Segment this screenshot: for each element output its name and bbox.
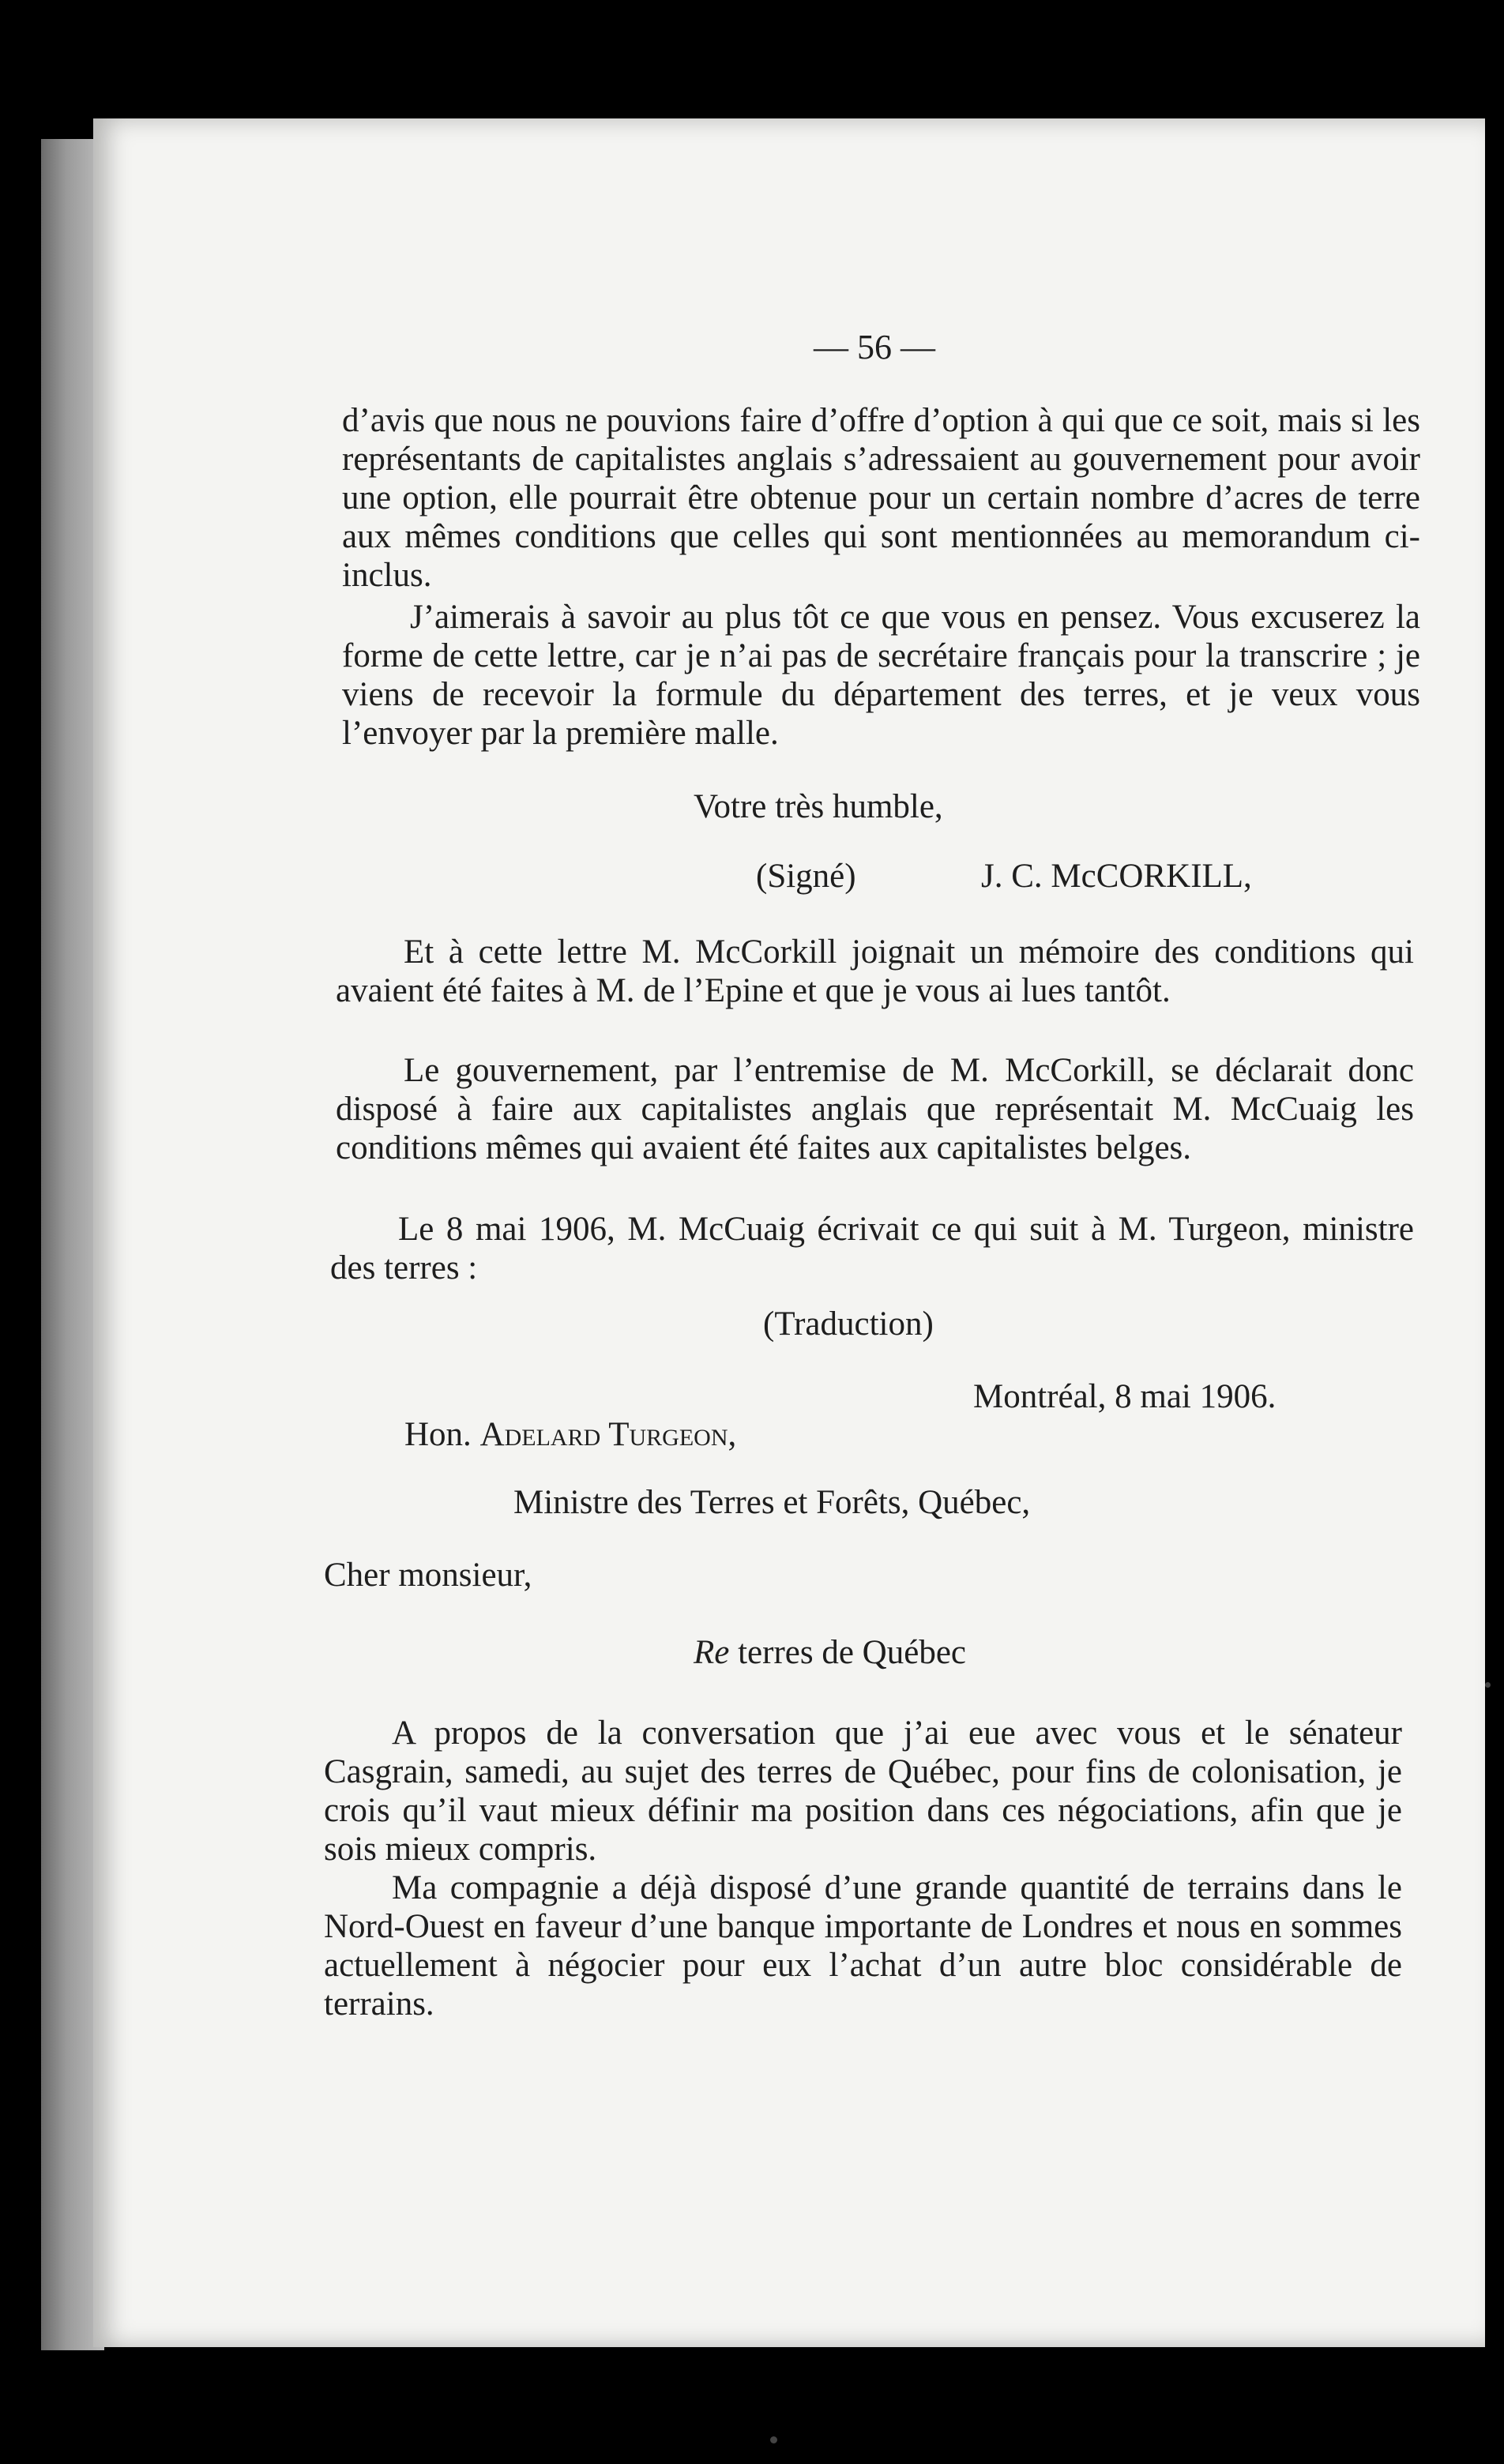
signer-name: J. C. McCORKILL, xyxy=(981,858,1252,895)
letter-salutation: Cher monsieur, xyxy=(324,1557,532,1594)
paragraph-mccuaig-letter: Le 8 mai 1906, M. McCuaig écrivait ce qui suit à M. Turgeon, ministre des terres : xyxy=(330,1211,1414,1286)
addressee-name: Adelard Turgeon, xyxy=(479,1416,737,1453)
paragraph-memoire: Et à cette lettre M. McCorkill joignait un mémoire des conditions qui avaient été faites à M. de l’Epine et que je vous ai lues tantôt. xyxy=(336,933,1414,1009)
page-number: — 56 — xyxy=(814,328,935,366)
signed-label: (Signé) xyxy=(756,858,856,895)
letter-addressee xyxy=(404,1415,736,1454)
addressee-title: Ministre des Terres et Forêts, Québec, xyxy=(513,1484,1031,1521)
re-label: Re xyxy=(694,1634,730,1671)
paragraph-compagnie: Ma compagnie a déjà disposé d’une grande quantité de terrains dans le Nord-Ouest en faveur d’une banque importante de Londres et nous en sommes actuellement à négocier pour eux l’achat d’un autre bloc considérable de terrains. xyxy=(324,1869,1402,2023)
paragraph-option-offer: d’avis que nous ne pouvions faire d’offre d’option à qui que ce soit, mais si les représentants de capitalistes anglais s’adressaient au gouvernement pour avoir une option, elle pourrait être obtenue pour un certain nombre d’acres de terre aux mêmes conditions que celles qui sont mentionnées au memorandum ci-inclus. xyxy=(342,402,1420,594)
paragraph-opinion-request: J’aimerais à savoir au plus tôt ce que vous en pensez. Vous excuserez la forme de cette lettre, car je n’ai pas de secrétaire français pour la transcrire ; je viens de recevoir la formule du département des terres, et je veux vous l’envoyer par la première malle. xyxy=(342,599,1420,752)
paragraph-conversation: A propos de la conversation que j’ai eue avec vous et le sénateur Casgrain, samedi, au sujet des terres de Québec, pour fins de colonisation, je crois qu’il vaut mieux définir ma position dans ces négociations, afin que je sois mieux compris. xyxy=(324,1715,1402,1868)
scan-speck xyxy=(770,2436,777,2443)
letter-dateline: Montréal, 8 mai 1906. xyxy=(973,1378,1277,1415)
letter-closing: Votre très humble, xyxy=(694,788,943,825)
addressee-prefix: Hon. xyxy=(404,1416,472,1453)
re-subject: terres de Québec xyxy=(738,1634,966,1671)
translation-note: (Traduction) xyxy=(763,1305,934,1343)
letter-subject-line xyxy=(694,1633,966,1672)
scan-speck xyxy=(1485,1682,1491,1688)
paragraph-gouvernement: Le gouvernement, par l’entremise de M. McCorkill, se déclarait donc disposé à faire aux capitalistes anglais que représentait M. McCuaig les conditions mêmes qui avaient été faites aux capitalistes belges. xyxy=(336,1052,1414,1166)
